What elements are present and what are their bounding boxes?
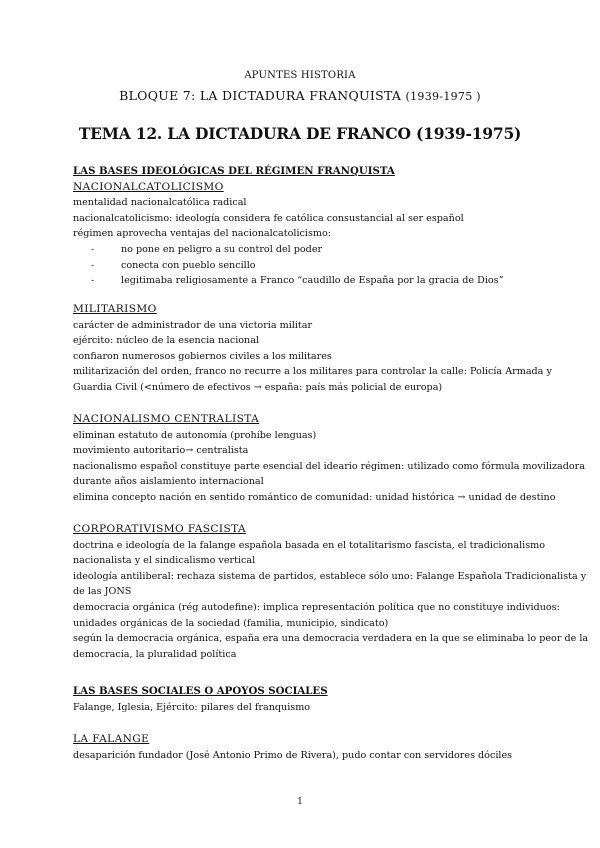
- header-subject: APUNTES HISTORIA: [244, 70, 356, 81]
- subsection-falange: [73, 732, 543, 763]
- text-line: eliminan estatuto de autonomía (prohíbe lenguas): [73, 429, 317, 441]
- text-line: ejército: núcleo de la esencia nacional: [73, 335, 260, 347]
- subsection-title: LA FALANGE: [73, 733, 150, 745]
- text-line: carácter de administrador de una victoria militar: [73, 319, 313, 331]
- subsection-nacionalismo: [73, 412, 585, 506]
- text-line: Guardia Civil (<número de efectivos → españa: país más policial de europa): [73, 381, 443, 393]
- header-block-years: (1939-1975 ): [405, 90, 481, 103]
- section-bases-sociales: [73, 684, 543, 715]
- list-item: - legitimaba religiosamente a Franco “caudillo de España por la gracia de Dios”: [91, 273, 543, 289]
- text-line: confiaron numerosos gobiernos civiles a los militares: [73, 350, 332, 362]
- text-line: democracia orgánica (rég autodefine): implica representación política que no constituye individuos:: [73, 601, 560, 613]
- section-heading: LAS BASES IDEOLÓGICAS DEL RÉGIMEN FRANQUISTA: [73, 165, 395, 177]
- page-number: 1: [297, 797, 303, 807]
- header-block: [0, 88, 600, 103]
- text-line: mentalidad nacionalcatólica radical: [73, 197, 247, 209]
- text-line: nacionalcatolicismo: ideología considera fe católica consustancial al ser español: [73, 212, 464, 224]
- page-title: TEMA 12. LA DICTADURA DE FRANCO (1939-1975): [78, 124, 522, 143]
- list-item: - no pone en peligro a su control del poder: [91, 242, 543, 258]
- text-line: militarización del orden, franco no recurre a los militares para controlar la calle: Policía Armada y: [73, 366, 552, 378]
- header-block-title: BLOQUE 7: LA DICTADURA FRANQUISTA: [119, 88, 402, 103]
- text-line: de las JONS: [73, 586, 132, 598]
- text-line: desaparición fundador (José Antonio Primo de Rivera), pudo contar con servidores dóciles: [73, 749, 513, 761]
- text-line: régimen aprovecha ventajas del nacionalcatolicismo:: [73, 228, 331, 240]
- text-line: ideología antiliberal: rechaza sistema de partidos, establece sólo uno: Falange Española Tradicionalista y: [73, 570, 587, 582]
- subsection-corporativismo: [73, 522, 589, 662]
- subsection-title: NACIONALISMO CENTRALISTA: [73, 413, 260, 425]
- subsection-militarismo: [73, 302, 552, 396]
- text-line: elimina concepto nación en sentido romántico de comunidad: unidad histórica → unidad de destino: [73, 491, 556, 503]
- text-line: democracia, la pluralidad política: [73, 648, 237, 660]
- subsection-title: NACIONALCATOLICISMO: [73, 180, 224, 193]
- text-line: Falange, Iglesia, Ejército: pilares del franquismo: [73, 701, 311, 713]
- text-line: nacionalista y el sindicalismo vertical: [73, 555, 256, 567]
- text-line: según la democracia orgánica, españa era una democracia verdadera en la que se eliminaba lo peor de la: [73, 633, 589, 645]
- text-line: unidades orgánicas de la sociedad (familia, municipio, sindicato): [73, 617, 389, 629]
- subsection-title: CORPORATIVISMO FASCISTA: [73, 523, 247, 535]
- section-bases-ideologicas: [73, 164, 543, 289]
- text-line: doctrina e ideología de la falange española basada en el totalitarismo fascista, el tradicionalismo: [73, 539, 546, 551]
- list-item: - conecta con pueblo sencillo: [91, 258, 543, 274]
- subsection-title: MILITARISMO: [73, 303, 157, 315]
- bullet-list: [73, 242, 543, 289]
- section-heading: LAS BASES SOCIALES O APOYOS SOCIALES: [73, 685, 328, 697]
- text-line: movimiento autoritario→ centralista: [73, 445, 249, 457]
- text-line: nacionalismo español constituye parte esencial del ideario régimen: utilizado como fórmula movilizadora: [73, 460, 585, 472]
- text-line: durante años aislamiento internacional: [73, 476, 264, 488]
